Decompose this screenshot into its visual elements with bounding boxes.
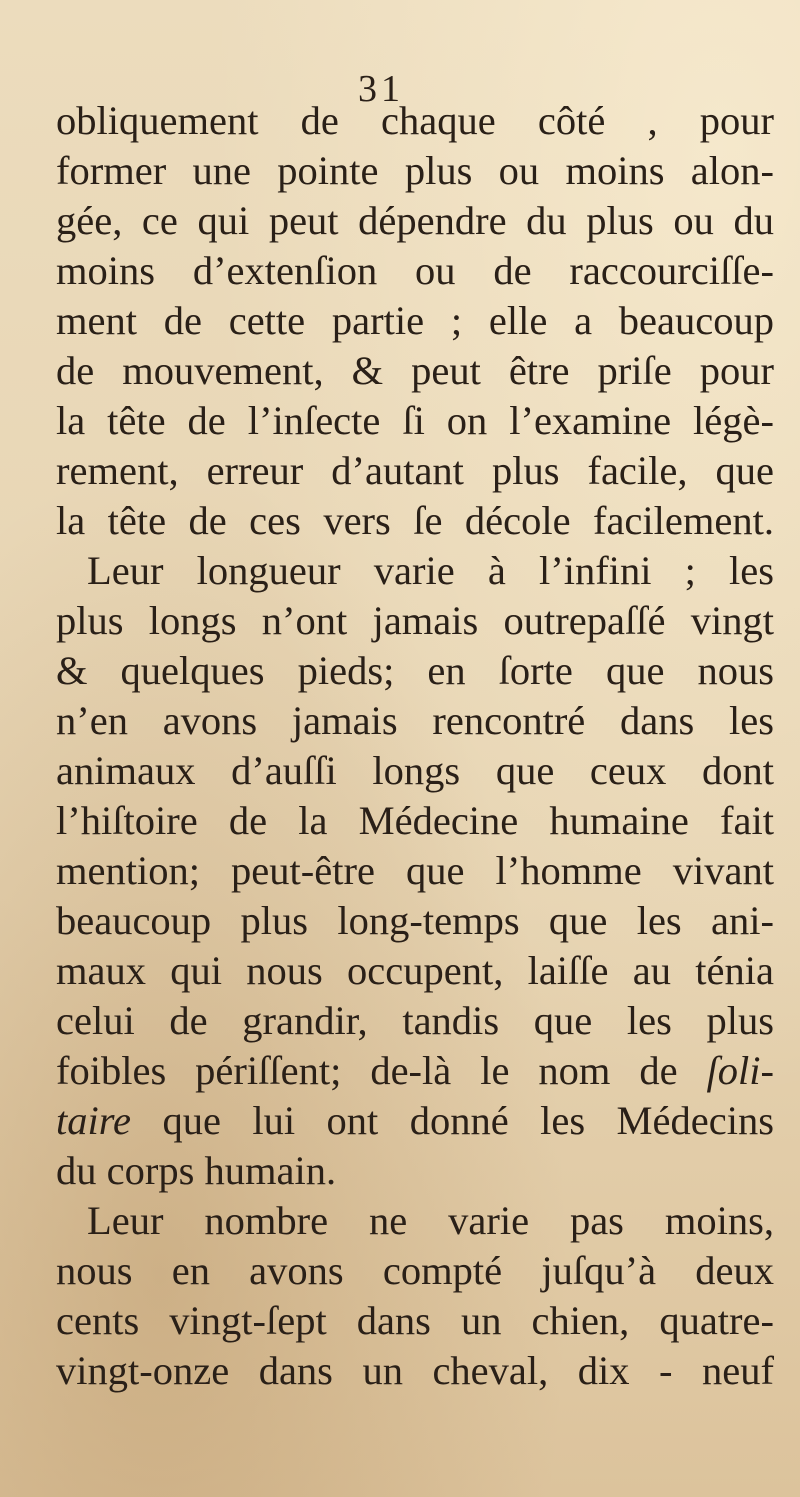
text-line-10: Leur longueur varie à l’infini ; les (87, 548, 774, 593)
text-line-22: du corps humain. (56, 1148, 337, 1193)
text-line-3: gée, ce qui peut dépendre du plus ou du (56, 198, 774, 243)
text-line-25: cents vingt-ſept dans un chien, quatre- (56, 1298, 774, 1343)
text-line-9: la tête de ces vers ſe décole facilement. (56, 498, 774, 543)
text-line-6: de mouvement, & peut être priſe pour (56, 348, 774, 393)
body-text (56, 96, 774, 1396)
text-line-13: n’en avons jamais rencontré dans les (56, 698, 774, 743)
text-line-8: rement, erreur d’autant plus facile, que (56, 448, 774, 493)
text-line-2: former une pointe plus ou moins alon- (56, 148, 774, 193)
text-line-4: moins d’extenſion ou de raccourciſſe- (56, 248, 774, 293)
text-line-14: animaux d’auſſi longs que ceux dont (56, 748, 774, 793)
text-line-11: plus longs n’ont jamais outrepaſſé vingt (56, 598, 774, 643)
text-line-19: celui de grandir, tandis que les plus (56, 998, 774, 1043)
text-line-18: maux qui nous occupent, laiſſe au ténia (56, 948, 774, 993)
text-line-21-main: que lui ont donné les Médecins (162, 1098, 774, 1143)
text-line-26: vingt-onze dans un cheval, dix - neuf (56, 1348, 774, 1393)
text-line-20 (56, 1046, 774, 1096)
text-line-23: Leur nombre ne varie pas moins, (87, 1198, 774, 1243)
italic-word-taire: taire (56, 1098, 131, 1143)
text-line-5: ment de cette partie ; elle a beaucoup (56, 298, 774, 343)
page-number: 31 (358, 68, 404, 110)
text-line-20-main: foibles périſſent; de-là le nom de (56, 1048, 678, 1093)
text-line-7: la tête de l’inſecte ſi on l’examine légè- (56, 398, 774, 443)
text-line-1: obliquement de chaque côté , pour (56, 98, 774, 143)
italic-word-soli: ſoli- (706, 1048, 775, 1093)
text-line-21 (56, 1096, 774, 1146)
text-line-16: mention; peut-être que l’homme vivant (56, 848, 774, 893)
text-line-24: nous en avons compté juſqu’à deux (56, 1248, 774, 1293)
text-line-12: & quelques pieds; en ſorte que nous (56, 648, 774, 693)
text-line-15: l’hiſtoire de la Médecine humaine fait (56, 798, 774, 843)
text-line-17: beaucoup plus long-temps que les ani- (56, 898, 774, 943)
